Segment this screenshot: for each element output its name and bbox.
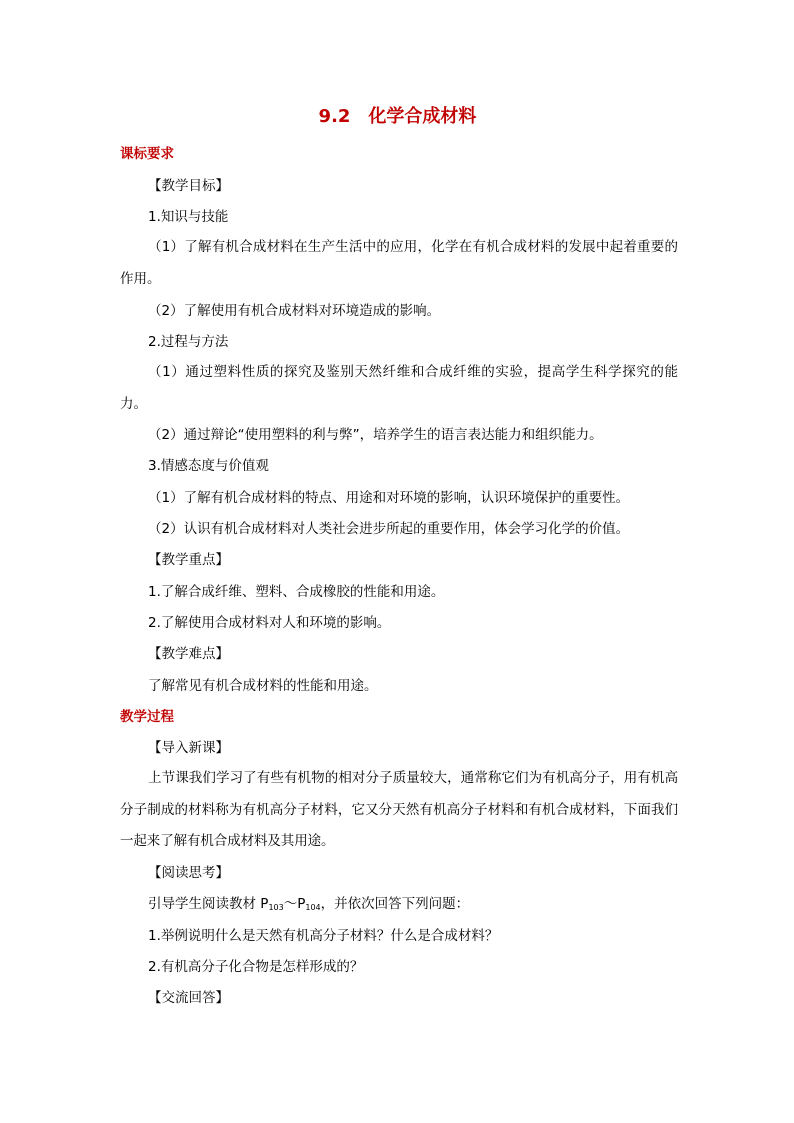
process-heading: 2.过程与方法	[148, 334, 229, 350]
key-point-2: 2.了解使用合成材料对人和环境的影响。	[148, 615, 391, 631]
reading-page-start: 103	[268, 903, 284, 912]
key-point-1: 1.了解合成纤维、塑料、合成橡胶的性能和用途。	[148, 584, 445, 600]
reading-tilde: ～P	[283, 896, 306, 912]
reading-heading: 【阅读思考】	[148, 865, 229, 881]
attitude-item-2: （2）认识有机合成材料对人类社会进步所起的重要作用，体会学习化学的价值。	[148, 521, 630, 537]
attitude-heading: 3.情感态度与价值观	[148, 458, 269, 474]
reading-instruction	[148, 894, 469, 918]
intro-paragraph: 上节课我们学习了有些有机物的相对分子质量较大，通常称它们为有机高分子，用有机高分子制成的材料称为有机高分子材料，它又分天然有机高分子材料和有机合成材料，下面我们一起来了解有机合成材料及其用途。	[120, 770, 678, 849]
reading-page-end: 104	[305, 903, 321, 912]
knowledge-item-1: （1）了解有机合成材料在生产生活中的应用，化学在有机合成材料的发展中起着重要的作用。	[120, 239, 678, 287]
goals-heading: 【教学目标】	[148, 178, 229, 194]
knowledge-heading: 1.知识与技能	[148, 209, 229, 225]
process-item-2: （2）通过辩论“使用塑料的利与弊”，培养学生的语言表达能力和组织能力。	[148, 427, 603, 443]
section-heading-standards: 课标要求	[120, 146, 174, 162]
knowledge-item-2: （2）了解使用有机合成材料对环境造成的影响。	[148, 303, 441, 319]
key-points-heading: 【教学重点】	[148, 552, 229, 568]
attitude-item-1: （1）了解有机合成材料的特点、用途和对环境的影响，认识环境保护的重要性。	[148, 490, 630, 506]
process-item-1: （1）通过塑料性质的探究及鉴别天然纤维和合成纤维的实验，提高学生科学探究的能力。	[120, 364, 678, 412]
page-title: 9.2 化学合成材料	[318, 106, 477, 127]
intro-heading: 【导入新课】	[148, 740, 229, 756]
reading-prefix: 引导学生阅读教材 P	[148, 896, 269, 912]
reading-suffix: ，并依次回答下列问题：	[320, 896, 470, 912]
question-1: 1.举例说明什么是天然有机高分子材料？什么是合成材料？	[148, 928, 499, 944]
difficulty-point-1: 了解常见有机合成材料的性能和用途。	[148, 678, 378, 694]
difficulty-heading: 【教学难点】	[148, 646, 229, 662]
answer-heading: 【交流回答】	[148, 990, 229, 1006]
question-2: 2.有机高分子化合物是怎样形成的？	[148, 959, 364, 975]
section-heading-process: 教学过程	[120, 709, 174, 725]
